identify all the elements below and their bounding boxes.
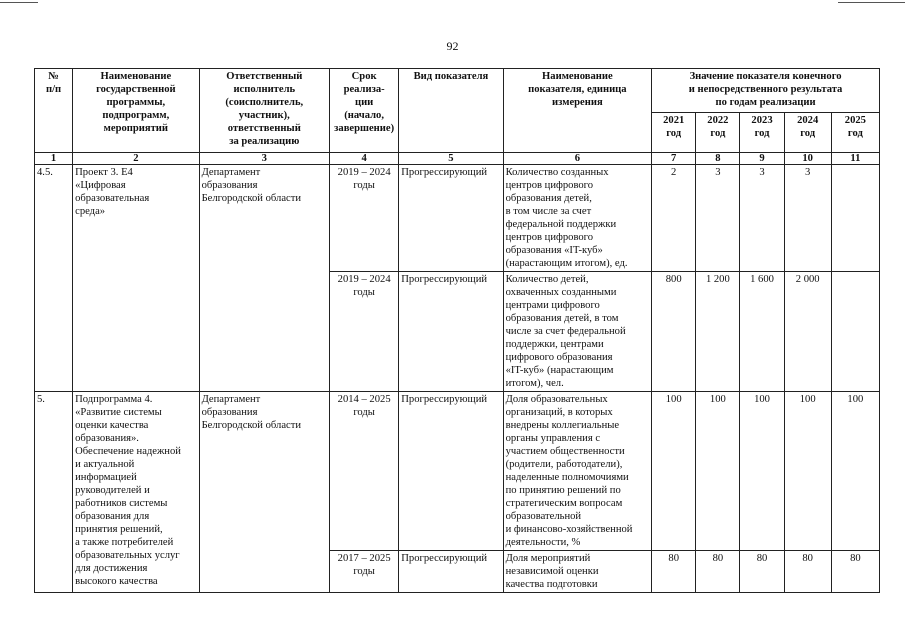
table-row — [35, 165, 880, 272]
column-number: 4 — [330, 153, 399, 165]
value-cell: 3 — [784, 165, 831, 272]
header-executor: Ответственный исполнитель (соисполнитель, участник), ответственный за реализацию — [199, 69, 329, 153]
column-number: 9 — [740, 153, 784, 165]
column-number: 10 — [784, 153, 831, 165]
header-indicator-type: Вид показателя — [399, 69, 503, 153]
top-edge-mark-right — [838, 2, 905, 3]
executor-name: Департамент образования Белгородской области — [199, 165, 329, 392]
value-cell: 80 — [831, 551, 879, 593]
indicator-type: Прогрессирующий — [399, 392, 503, 551]
column-number: 8 — [696, 153, 740, 165]
indicator-type: Прогрессирующий — [399, 272, 503, 392]
column-number: 2 — [73, 153, 199, 165]
indicator-type: Прогрессирующий — [399, 551, 503, 593]
column-number: 3 — [199, 153, 329, 165]
indicator-name: Доля мероприятий независимой оценки качества подготовки — [503, 551, 652, 593]
header-year: 2024 год — [784, 113, 831, 153]
column-number: 11 — [831, 153, 879, 165]
page-number: 92 — [446, 39, 459, 53]
value-cell: 100 — [652, 392, 696, 551]
column-number: 5 — [399, 153, 503, 165]
column-number: 7 — [652, 153, 696, 165]
indicators-table — [34, 68, 880, 593]
table-header — [35, 69, 880, 165]
value-cell — [831, 165, 879, 272]
header-year: 2023 год — [740, 113, 784, 153]
value-cell: 100 — [740, 392, 784, 551]
indicator-name: Доля образовательных организаций, в которых внедрены коллегиальные органы управления с участием общественности (родители, работодатели), наделенные полномочиями по принятию решений по стратегическим вопросам образовательной и финансово-хозяйственной деятельности, % — [503, 392, 652, 551]
column-number: 6 — [503, 153, 652, 165]
header-num: № п/п — [35, 69, 73, 153]
value-cell: 100 — [831, 392, 879, 551]
table-row — [35, 392, 880, 551]
executor-name: Департамент образования Белгородской области — [199, 392, 329, 593]
value-cell: 2 — [652, 165, 696, 272]
header-indicator-name: Наименование показателя, единица измерения — [503, 69, 652, 153]
term: 2014 – 2025 годы — [330, 392, 399, 551]
indicator-name: Количество созданных центров цифрового образования детей, в том числе за счет федеральной поддержки центров цифрового образования «IT-куб» (нарастающим итогом), ед. — [503, 165, 652, 272]
top-edge-mark-left — [0, 2, 38, 3]
header-program: Наименование государственной программы, подпрограмм, мероприятий — [73, 69, 199, 153]
indicator-type: Прогрессирующий — [399, 165, 503, 272]
value-cell: 3 — [696, 165, 740, 272]
value-cell: 100 — [696, 392, 740, 551]
row-num: 4.5. — [35, 165, 73, 392]
value-cell: 100 — [784, 392, 831, 551]
value-cell: 2 000 — [784, 272, 831, 392]
value-cell: 800 — [652, 272, 696, 392]
program-name: Проект 3. Е4 «Цифровая образовательная среда» — [73, 165, 199, 392]
value-cell: 80 — [652, 551, 696, 593]
header-year: 2022 год — [696, 113, 740, 153]
row-num: 5. — [35, 392, 73, 593]
indicator-name: Количество детей, охваченных созданными центрами цифрового образования детей, в том числе за счет федеральной поддержки, центрами цифрового образования «IT-куб» (нарастающим итогом), чел. — [503, 272, 652, 392]
value-cell: 3 — [740, 165, 784, 272]
term: 2019 – 2024 годы — [330, 165, 399, 272]
value-cell — [831, 272, 879, 392]
program-name: Подпрограмма 4. «Развитие системы оценки качества образования». Обеспечение надежной и актуальной информацией руководителей и работников системы образования для принятия решений, а также потребителей образовательных услуг для достижения высокого качества — [73, 392, 199, 593]
value-cell: 1 600 — [740, 272, 784, 392]
value-cell: 80 — [696, 551, 740, 593]
header-term: Срок реализа- ции (начало, завершение) — [330, 69, 399, 153]
header-values-group: Значение показателя конечного и непосредственного результата по годам реализации — [652, 69, 880, 113]
column-number: 1 — [35, 153, 73, 165]
value-cell: 80 — [740, 551, 784, 593]
column-numbers-row — [35, 153, 880, 165]
term: 2017 – 2025 годы — [330, 551, 399, 593]
term: 2019 – 2024 годы — [330, 272, 399, 392]
value-cell: 80 — [784, 551, 831, 593]
header-year: 2025 год — [831, 113, 879, 153]
value-cell: 1 200 — [696, 272, 740, 392]
header-year: 2021 год — [652, 113, 696, 153]
